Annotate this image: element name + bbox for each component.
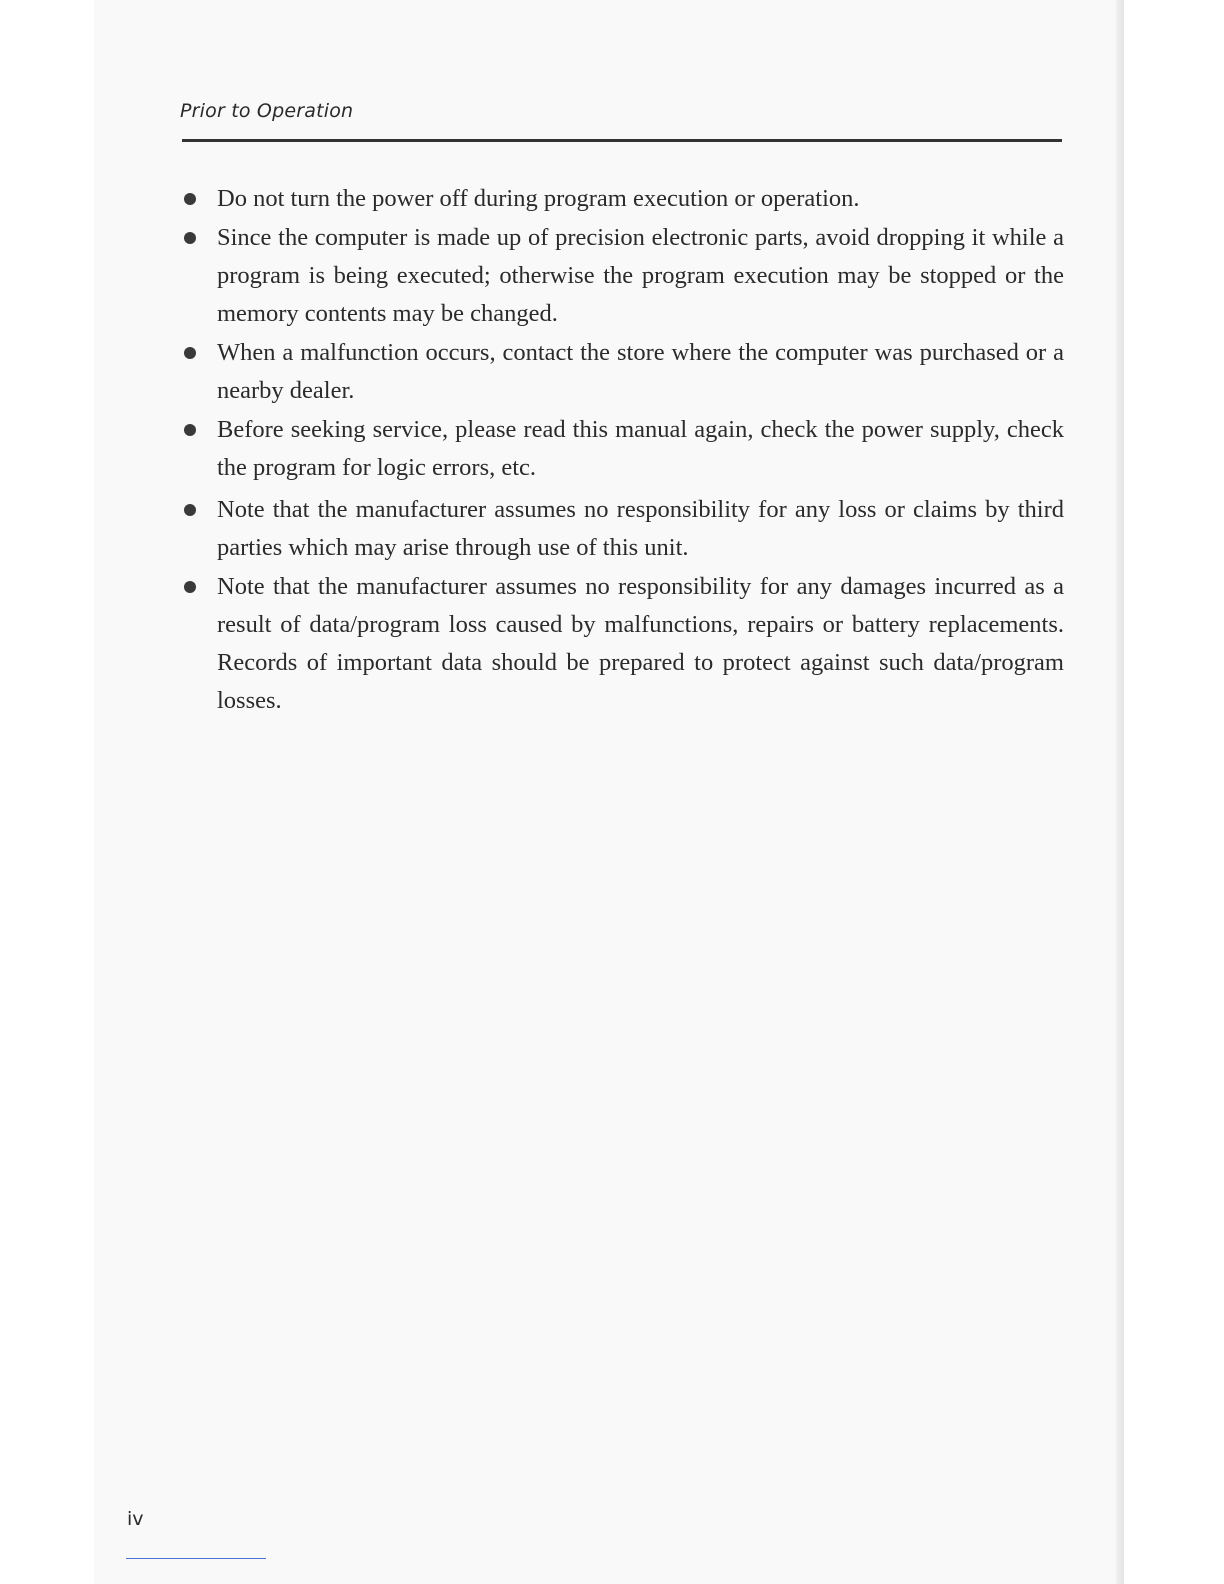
list-item bbox=[182, 411, 1064, 487]
list-item-text: Since the computer is made up of precision electronic parts, avoid dropping it while a program is being executed; otherwise the program execution may be stopped or the memory contents may be changed. bbox=[217, 224, 1064, 327]
list-item-text: Do not turn the power off during program execution or operation. bbox=[217, 185, 860, 212]
page-edge-shadow bbox=[1116, 0, 1124, 1584]
page-number: iv bbox=[127, 1508, 144, 1530]
list-item-text: Before seeking service, please read this manual again, check the power supply, check the program for logic errors, etc. bbox=[217, 416, 1064, 481]
list-item bbox=[182, 219, 1064, 333]
precautions-list bbox=[182, 180, 1064, 721]
running-header: Prior to Operation bbox=[180, 100, 354, 122]
bullet-icon bbox=[184, 504, 196, 516]
bullet-icon bbox=[184, 424, 196, 436]
list-item bbox=[182, 568, 1064, 720]
bullet-icon bbox=[184, 232, 196, 244]
list-item bbox=[182, 180, 1064, 218]
list-item-text: Note that the manufacturer assumes no responsibility for any loss or claims by third parties which may arise through use of this unit. bbox=[217, 496, 1064, 561]
bullet-icon bbox=[184, 347, 196, 359]
bullet-icon bbox=[184, 193, 196, 205]
list-item-text: Note that the manufacturer assumes no responsibility for any damages incurred as a result of data/program loss caused by malfunctions, repairs or battery replacements. Records of important data should be prepared to protect against such data/program losses. bbox=[217, 573, 1064, 714]
footer-divider bbox=[126, 1558, 266, 1559]
bullet-icon bbox=[184, 581, 196, 593]
header-divider bbox=[182, 139, 1062, 142]
manual-page bbox=[94, 0, 1124, 1584]
list-item bbox=[182, 491, 1064, 567]
list-item bbox=[182, 334, 1064, 410]
list-item-text: When a malfunction occurs, contact the store where the computer was purchased or a nearby dealer. bbox=[217, 339, 1064, 404]
